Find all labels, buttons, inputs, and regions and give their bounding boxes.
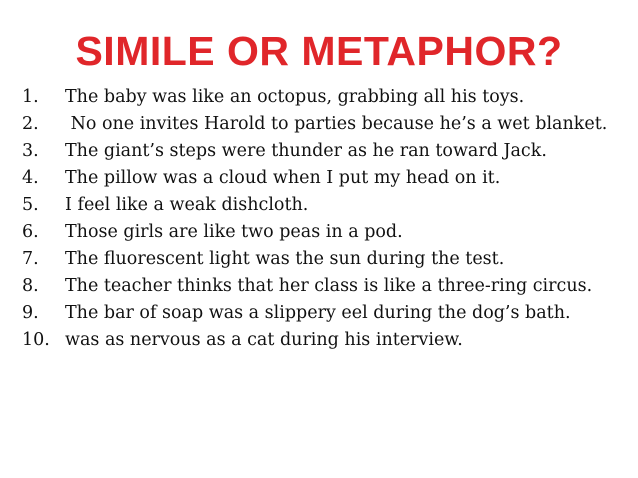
item-text: The giant’s steps were thunder as he ran toward Jack. — [65, 141, 547, 161]
item-number: 3. — [22, 141, 39, 161]
item-number: 9. — [22, 303, 39, 323]
item-number: 6. — [22, 222, 39, 242]
item-text: was as nervous as a cat during his interview. — [65, 330, 463, 350]
item-number: 5. — [22, 195, 39, 215]
list-item — [22, 219, 622, 246]
item-text: The pillow was a cloud when I put my head on it. — [65, 168, 501, 188]
item-text: I feel like a weak dishcloth. — [65, 195, 309, 215]
list-item — [22, 300, 622, 327]
list-item — [22, 192, 622, 219]
item-number: 4. — [22, 168, 39, 188]
item-text: No one invites Harold to parties because he’s a wet blanket. — [65, 114, 608, 134]
list-item — [22, 111, 622, 138]
item-number: 2. — [22, 114, 39, 134]
question-list — [22, 84, 622, 354]
list-item — [22, 84, 622, 111]
item-number: 7. — [22, 249, 39, 269]
item-text: The teacher thinks that her class is like a three-ring circus. — [65, 276, 593, 296]
item-text: The fluorescent light was the sun during the test. — [65, 249, 505, 269]
item-number: 1. — [22, 87, 39, 107]
list-item — [22, 138, 622, 165]
list-item — [22, 246, 622, 273]
list-item — [22, 273, 622, 300]
item-text: The bar of soap was a slippery eel during the dog’s bath. — [65, 303, 571, 323]
item-text: Those girls are like two peas in a pod. — [65, 222, 403, 242]
item-text: The baby was like an octopus, grabbing all his toys. — [65, 87, 525, 107]
slide-title: SIMILE OR METAPHOR? — [75, 28, 563, 74]
item-number: 8. — [22, 276, 39, 296]
list-item — [22, 165, 622, 192]
item-number: 10. — [22, 330, 50, 350]
list-item — [22, 327, 622, 354]
